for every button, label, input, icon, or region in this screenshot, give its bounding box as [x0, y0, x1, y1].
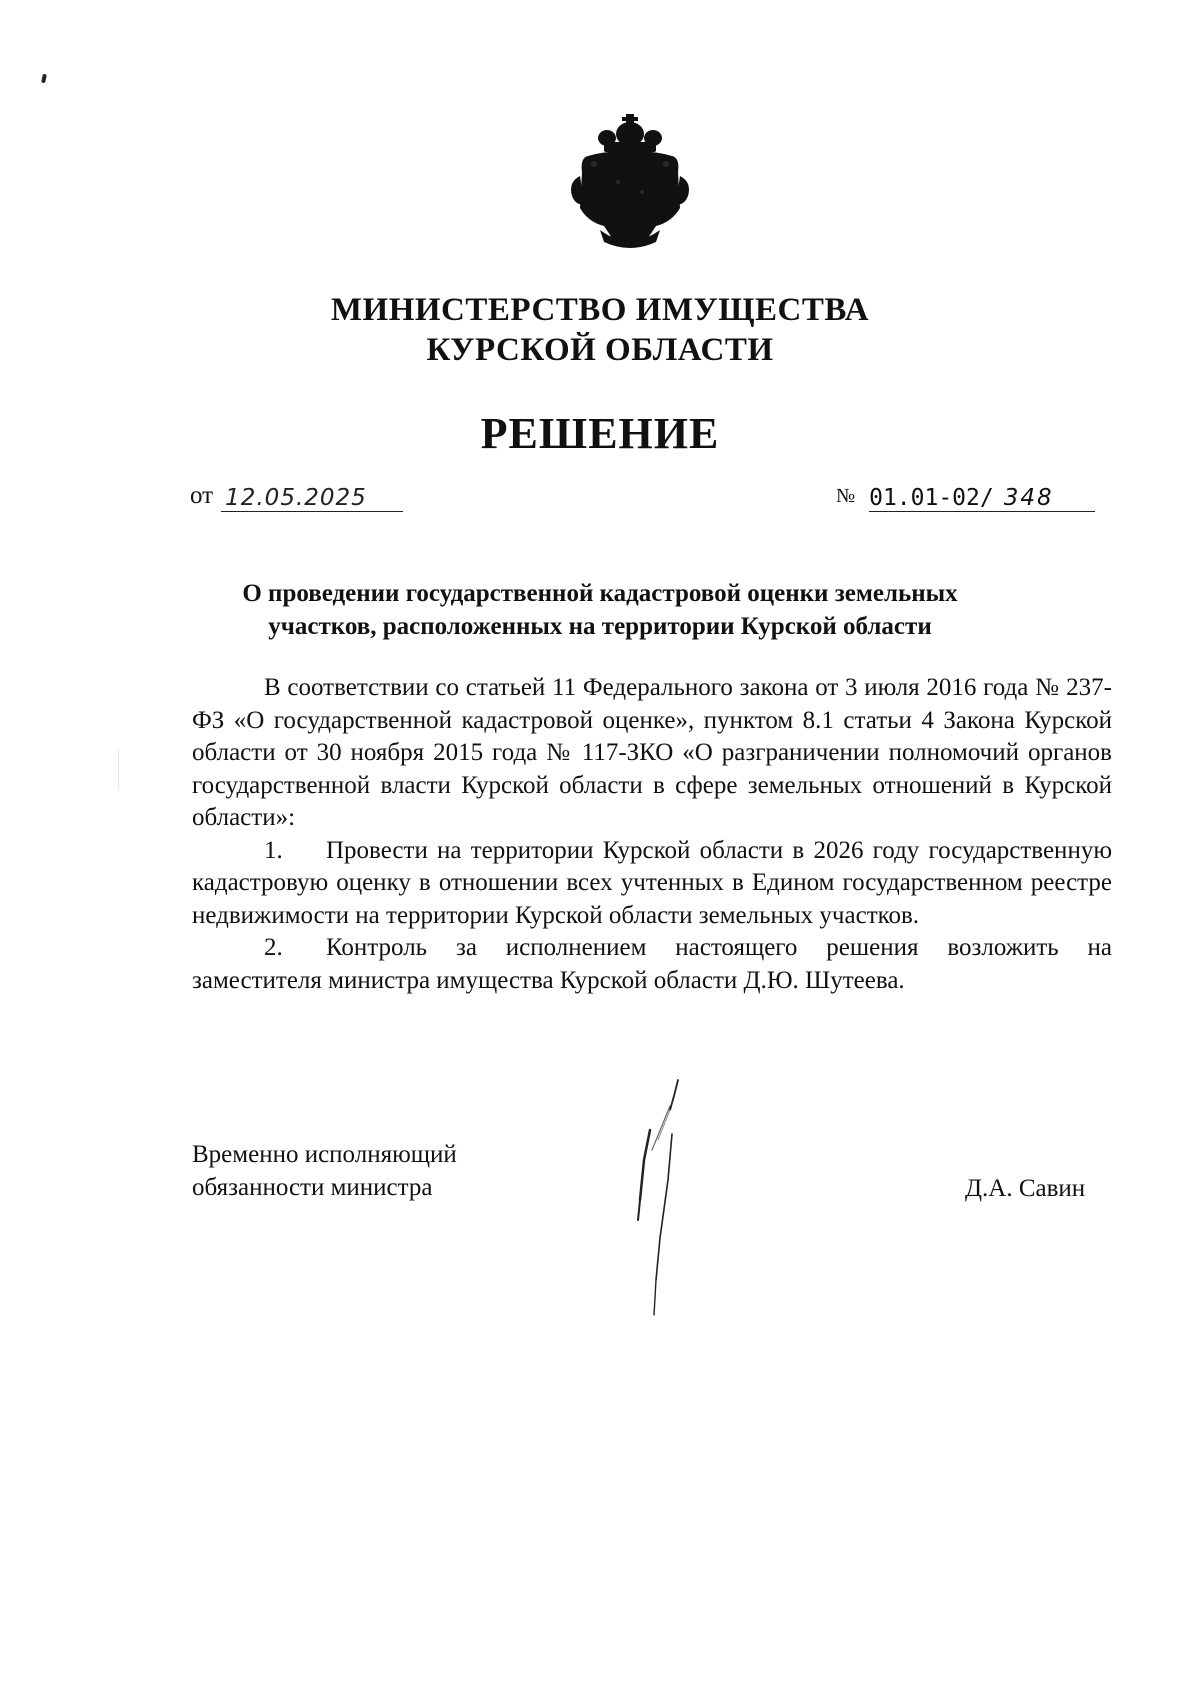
list-item — [192, 835, 1112, 933]
date-handwritten-value: 12.05.2025 — [221, 485, 403, 512]
date-prefix: от — [190, 482, 214, 509]
ministry-header — [0, 290, 1200, 370]
item-text: Контроль за исполнением настоящего решения возложить на заместителя министра имущества Курской области Д.Ю. Шутеева. — [192, 934, 1112, 994]
signer-title-line2: обязанности министра — [192, 1174, 433, 1201]
number-value — [869, 485, 1095, 512]
signer-title-line1: Временно исполняющий — [192, 1141, 457, 1168]
ministry-name-line1: МИНИСТЕРСТВО ИМУЩЕСТВА — [330, 292, 870, 328]
list-item — [192, 932, 1112, 997]
signer-title — [192, 1138, 457, 1204]
number-handwritten: 348 — [1003, 485, 1054, 511]
preamble-paragraph: В соответствии со статьей 11 Федерального закона от 3 июля 2016 года № 237-ФЗ «О государственной кадастровой оценке», пунктом 8.1 статьи 4 Закона Курской области от 30 ноября 2015 года № 117-ЗКО «О разграничении полномочий органов государственной власти Курской области в сфере земельных отношений в Курской области»: — [192, 674, 1112, 831]
document-number — [836, 480, 1095, 512]
item-number: 1. — [264, 836, 283, 864]
document-type-title: РЕШЕНИЕ — [480, 409, 720, 458]
signer-name: Д.А. Савин — [965, 1175, 1086, 1202]
document-body — [192, 672, 1112, 997]
subject-line2: участков, расположенных на территории Курской области — [268, 613, 932, 640]
number-sign: № — [836, 485, 856, 507]
coat-of-arms-icon — [560, 112, 700, 252]
ministry-name-line2: КУРСКОЙ ОБЛАСТИ — [426, 332, 774, 368]
item-number: 2. — [264, 934, 283, 961]
item-text: Провести на территории Курской области в 2026 году государственную кадастровую оценку в отношении всех учтенных в Едином государственном реестре недвижимости на территории Курской области земельных участков. — [192, 836, 1112, 929]
subject-line1: О проведении государственной кадастровой оценки земельных — [242, 580, 958, 607]
document-date — [190, 480, 403, 512]
document-subject — [150, 577, 1050, 643]
scan-artifact — [118, 750, 119, 790]
number-printed: 01.01-02/ — [869, 485, 994, 511]
handwritten-signature — [630, 1070, 750, 1330]
stray-scan-mark — [41, 74, 47, 84]
